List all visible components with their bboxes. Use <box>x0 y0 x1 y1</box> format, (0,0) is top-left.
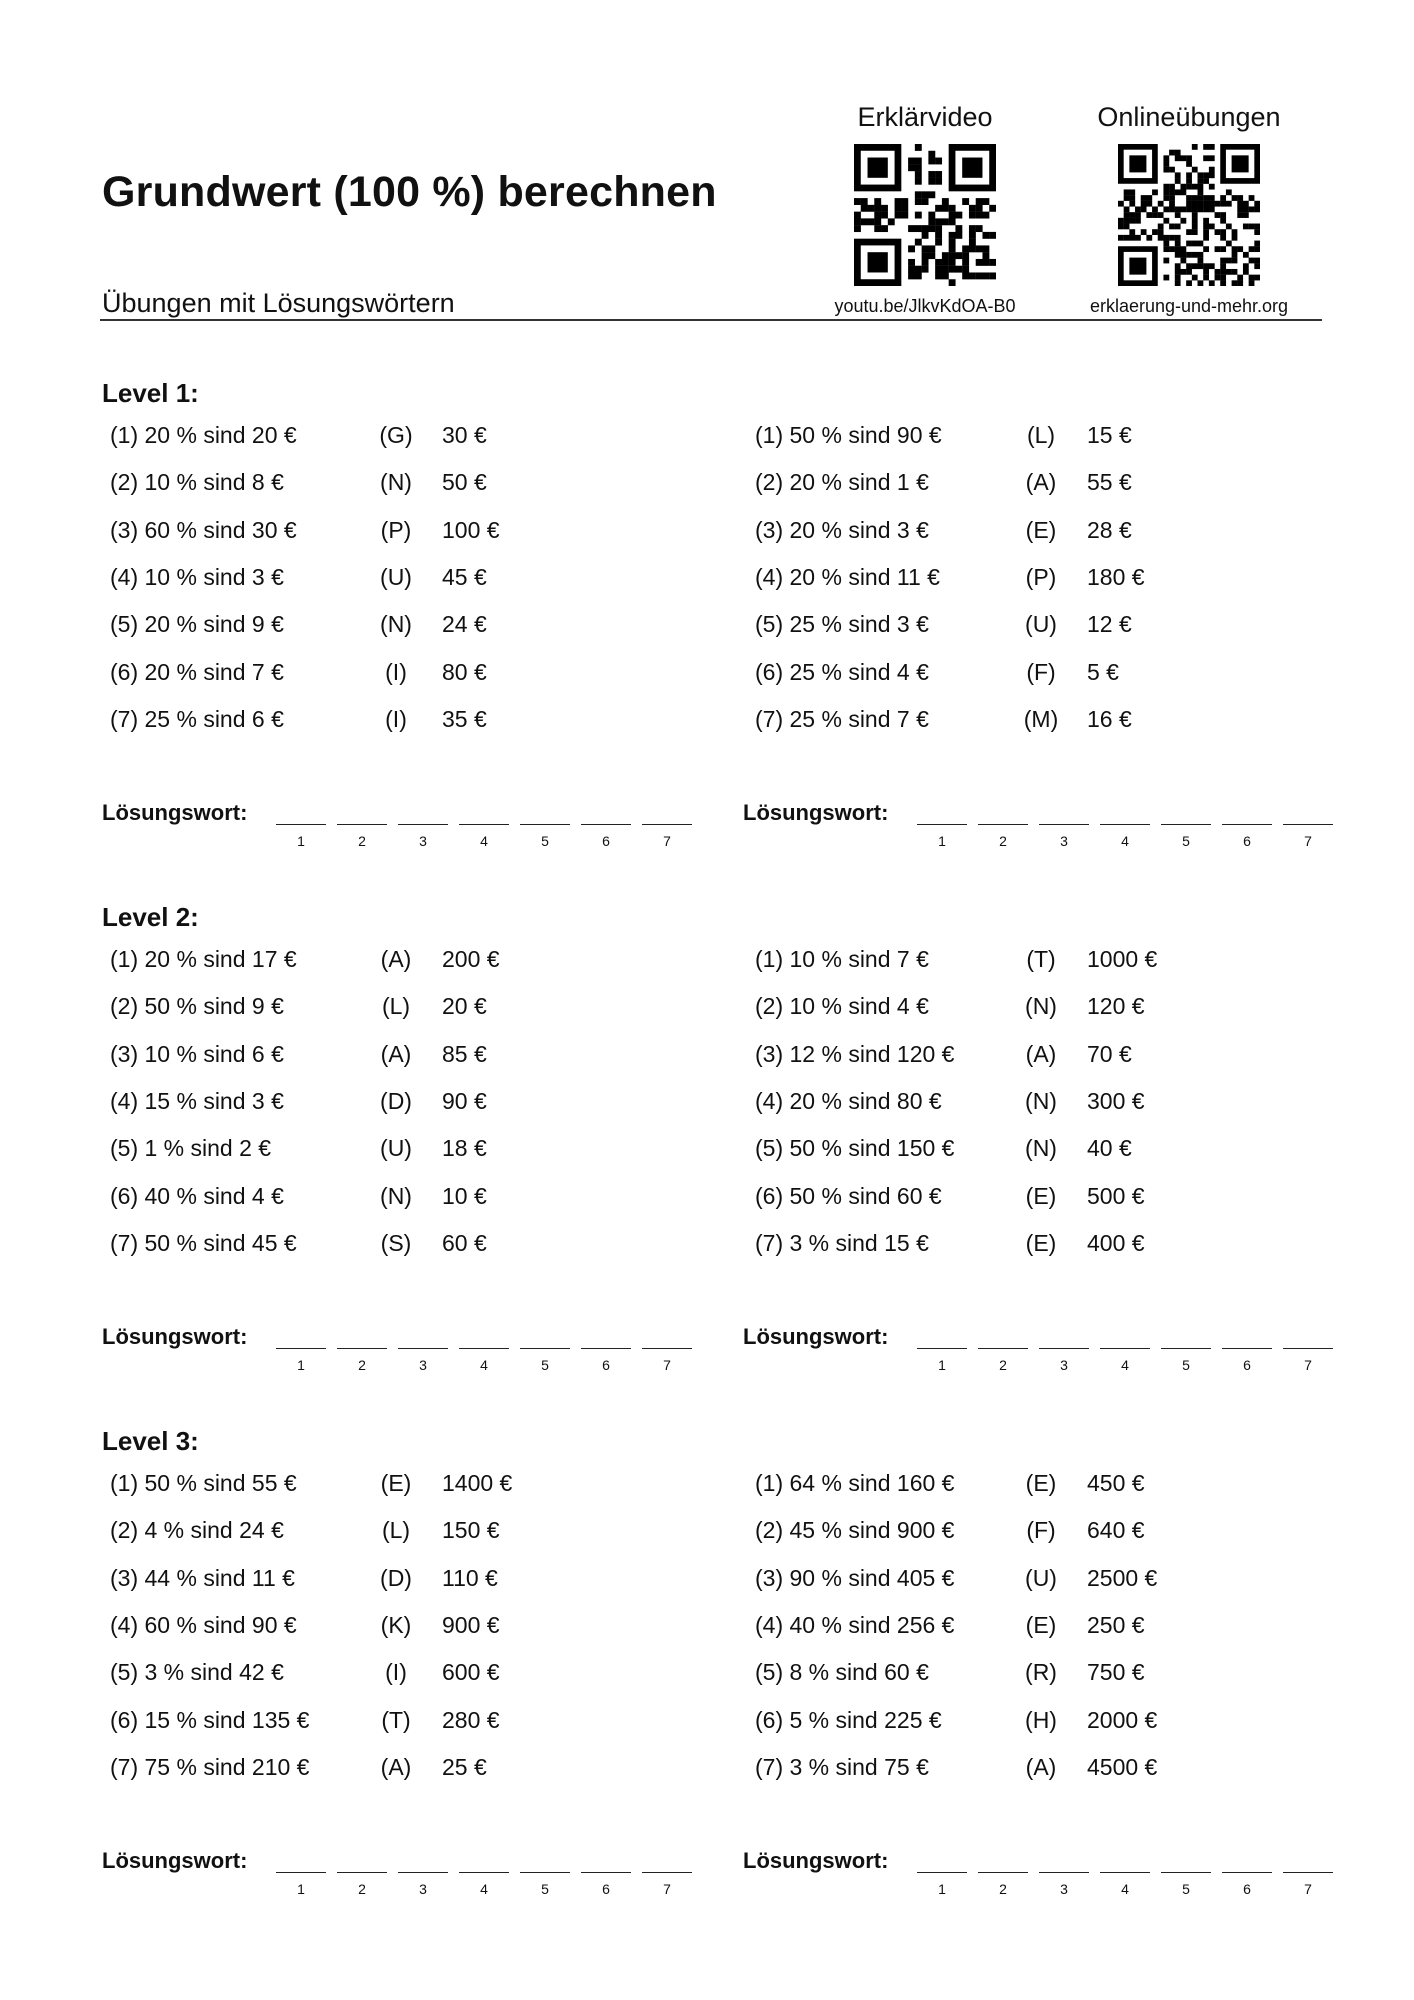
answer-value: 300 € <box>1087 1087 1145 1114</box>
solution-blank-number: 5 <box>541 833 549 849</box>
task-text: (1) 20 % sind 17 € <box>110 946 297 972</box>
answer-value: 35 € <box>442 705 487 732</box>
solution-blank-number: 3 <box>419 833 427 849</box>
answer-value: 120 € <box>1087 993 1145 1020</box>
solution-blank-number: 1 <box>938 1881 946 1897</box>
solution-word-label: Lösungswort: <box>102 800 248 825</box>
exercise-row <box>110 1088 710 1118</box>
exercise-row <box>110 1517 710 1547</box>
answer-value: 28 € <box>1087 516 1132 543</box>
solution-blank-number: 7 <box>663 1357 671 1373</box>
exercise-row <box>110 993 710 1023</box>
exercise-row <box>755 1230 1355 1260</box>
solution-blank-number: 1 <box>938 833 946 849</box>
task-text: (5) 25 % sind 3 € <box>755 611 929 638</box>
answer-value: 900 € <box>442 1611 500 1638</box>
exercise-row <box>755 611 1355 641</box>
task-text: (3) 20 % sind 3 € <box>755 516 929 543</box>
solution-blank[interactable] <box>520 824 570 825</box>
exercise-row <box>755 1183 1355 1213</box>
solution-word-label: Lösungswort: <box>743 1324 889 1349</box>
page-title: Grundwert (100 %) berechnen <box>102 168 717 216</box>
answer-value: 60 € <box>442 1229 487 1256</box>
solution-blank[interactable] <box>1100 1872 1150 1873</box>
answer-letter: (R) <box>1025 1659 1057 1686</box>
video-qr-block <box>800 102 1050 317</box>
header-divider <box>100 319 1322 321</box>
answer-value: 110 € <box>442 1564 498 1591</box>
answer-value: 30 € <box>442 422 487 448</box>
answer-letter: (H) <box>1025 1706 1057 1733</box>
exercise-row <box>755 422 1355 452</box>
solution-blank-number: 1 <box>297 833 305 849</box>
task-text: (2) 10 % sind 4 € <box>755 993 929 1020</box>
online-label: Onlineübungen <box>1097 102 1281 132</box>
solution-word-label: Lösungswort: <box>743 800 889 825</box>
solution-blank[interactable] <box>917 1348 967 1349</box>
solution-blank[interactable] <box>1039 1348 1089 1349</box>
answer-value: 85 € <box>442 1040 487 1067</box>
exercise-row <box>110 1754 710 1784</box>
exercise-row <box>755 1470 1355 1500</box>
answer-value: 18 € <box>442 1135 487 1162</box>
answer-letter: (I) <box>385 658 407 685</box>
answer-value: 45 € <box>442 563 487 590</box>
solution-blank-number: 6 <box>1243 1357 1251 1373</box>
answer-letter: (A) <box>1025 1753 1057 1780</box>
answer-letter: (L) <box>381 1517 411 1544</box>
answer-value: 40 € <box>1087 1135 1132 1162</box>
answer-value: 25 € <box>442 1753 487 1780</box>
solution-word-row <box>743 1324 1363 1374</box>
answer-value: 5 € <box>1087 658 1119 685</box>
page-subtitle: Übungen mit Lösungswörtern <box>102 288 455 318</box>
solution-blank-number: 4 <box>480 1357 488 1373</box>
solution-blank[interactable] <box>1283 824 1333 825</box>
solution-blank-number: 2 <box>358 1357 366 1373</box>
answer-letter: (G) <box>379 422 413 448</box>
solution-blank[interactable] <box>1100 1348 1150 1349</box>
solution-blank-number: 6 <box>602 1881 610 1897</box>
solution-blank-number: 7 <box>663 1881 671 1897</box>
exercise-row <box>755 1565 1355 1595</box>
task-text: (3) 10 % sind 6 € <box>110 1040 284 1067</box>
answer-value: 750 € <box>1087 1659 1145 1686</box>
solution-blank-number: 4 <box>1121 833 1129 849</box>
exercise-row <box>110 1230 710 1260</box>
video-url: youtu.be/JlkvKdOA-B0 <box>834 296 1016 316</box>
task-text: (4) 10 % sind 3 € <box>110 563 284 590</box>
level-title: Level 2: <box>102 902 199 932</box>
task-text: (2) 10 % sind 8 € <box>110 469 284 496</box>
task-text: (6) 20 % sind 7 € <box>110 658 284 685</box>
task-text: (7) 3 % sind 75 € <box>755 1753 929 1780</box>
solution-blank-number: 7 <box>1304 1881 1312 1897</box>
solution-blank[interactable] <box>459 1348 509 1349</box>
answer-value: 2000 € <box>1087 1706 1158 1733</box>
exercise-row <box>755 659 1355 689</box>
solution-blank[interactable] <box>642 1348 692 1349</box>
solution-blank[interactable] <box>276 824 326 825</box>
answer-value: 15 € <box>1087 422 1132 448</box>
answer-value: 80 € <box>442 658 487 685</box>
solution-blank[interactable] <box>642 1872 692 1873</box>
answer-letter: (P) <box>380 516 412 543</box>
qr-code-online-icon <box>1118 144 1260 286</box>
exercise-row <box>755 1612 1355 1642</box>
answer-value: 200 € <box>442 946 500 972</box>
task-text: (5) 3 % sind 42 € <box>110 1659 284 1686</box>
task-text: (4) 20 % sind 11 € <box>755 563 940 590</box>
answer-letter: (S) <box>380 1229 412 1256</box>
answer-letter: (E) <box>1025 1182 1057 1209</box>
answer-letter: (E) <box>1025 1611 1057 1638</box>
answer-value: 2500 € <box>1087 1564 1158 1591</box>
task-text: (3) 90 % sind 405 € <box>755 1564 955 1591</box>
answer-letter: (U) <box>1025 1564 1057 1591</box>
solution-blank-number: 2 <box>999 1357 1007 1373</box>
solution-blank[interactable] <box>1161 824 1211 825</box>
task-text: (7) 25 % sind 6 € <box>110 705 284 732</box>
answer-letter: (A) <box>1025 1040 1057 1067</box>
answer-letter: (N) <box>380 611 412 638</box>
solution-blank[interactable] <box>459 1872 509 1873</box>
solution-blank-number: 1 <box>938 1357 946 1373</box>
solution-blank[interactable] <box>581 1872 631 1873</box>
task-text: (1) 20 % sind 20 € <box>110 422 297 448</box>
answer-letter: (N) <box>1025 1087 1057 1114</box>
answer-letter: (E) <box>380 1470 412 1496</box>
solution-blank[interactable] <box>1039 1872 1089 1873</box>
exercise-row <box>110 422 710 452</box>
exercise-row <box>110 564 710 594</box>
answer-letter: (L) <box>381 993 411 1020</box>
solution-blank[interactable] <box>1039 824 1089 825</box>
answer-letter: (N) <box>380 1182 412 1209</box>
answer-letter: (D) <box>380 1564 412 1591</box>
answer-value: 10 € <box>442 1182 487 1209</box>
answer-value: 4500 € <box>1087 1753 1158 1780</box>
answer-letter: (E) <box>1025 1470 1057 1496</box>
solution-blank[interactable] <box>398 1348 448 1349</box>
solution-blank-number: 2 <box>358 833 366 849</box>
solution-blank[interactable] <box>978 1348 1028 1349</box>
task-text: (5) 20 % sind 9 € <box>110 611 284 638</box>
solution-blank[interactable] <box>276 1872 326 1873</box>
level-title: Level 3: <box>102 1426 199 1456</box>
answer-letter: (I) <box>385 705 407 732</box>
solution-word-row <box>743 800 1363 850</box>
task-text: (1) 50 % sind 55 € <box>110 1470 297 1496</box>
task-text: (6) 25 % sind 4 € <box>755 658 929 685</box>
exercise-row <box>110 1183 710 1213</box>
solution-blank-number: 5 <box>1182 1881 1190 1897</box>
solution-word-row <box>102 1848 722 1898</box>
solution-blank-number: 7 <box>663 833 671 849</box>
answer-letter: (U) <box>380 563 412 590</box>
solution-blank[interactable] <box>917 824 967 825</box>
solution-blank[interactable] <box>520 1348 570 1349</box>
solution-blank-number: 6 <box>602 833 610 849</box>
solution-blank[interactable] <box>398 824 448 825</box>
task-text: (4) 20 % sind 80 € <box>755 1087 942 1114</box>
task-text: (2) 45 % sind 900 € <box>755 1517 955 1544</box>
solution-blank-number: 6 <box>1243 833 1251 849</box>
answer-letter: (A) <box>380 1040 412 1067</box>
solution-blank-number: 3 <box>419 1357 427 1373</box>
exercise-row <box>110 1659 710 1689</box>
task-text: (1) 50 % sind 90 € <box>755 422 942 448</box>
solution-blank-number: 5 <box>1182 833 1190 849</box>
exercise-row <box>110 1612 710 1642</box>
solution-blank-number: 1 <box>297 1357 305 1373</box>
task-text: (4) 60 % sind 90 € <box>110 1611 297 1638</box>
answer-value: 50 € <box>442 469 487 496</box>
solution-blank[interactable] <box>337 1348 387 1349</box>
solution-blank-number: 7 <box>1304 833 1312 849</box>
solution-blank-number: 3 <box>1060 1881 1068 1897</box>
solution-blank[interactable] <box>581 1348 631 1349</box>
solution-blank-number: 2 <box>999 833 1007 849</box>
exercise-row <box>110 517 710 547</box>
answer-letter: (K) <box>380 1611 412 1638</box>
task-text: (7) 25 % sind 7 € <box>755 705 929 732</box>
answer-value: 55 € <box>1087 469 1132 496</box>
answer-value: 450 € <box>1087 1470 1145 1496</box>
task-text: (6) 15 % sind 135 € <box>110 1706 310 1733</box>
online-qr-block <box>1064 102 1314 317</box>
exercise-row <box>110 1707 710 1737</box>
answer-letter: (A) <box>1025 469 1057 496</box>
level-title: Level 1: <box>102 378 199 408</box>
answer-value: 12 € <box>1087 611 1132 638</box>
solution-blank-number: 4 <box>480 833 488 849</box>
answer-value: 640 € <box>1087 1517 1145 1544</box>
exercise-row <box>110 706 710 736</box>
online-url: erklaerung-und-mehr.org <box>1089 296 1289 316</box>
solution-blank-number: 3 <box>419 1881 427 1897</box>
answer-value: 70 € <box>1087 1040 1132 1067</box>
answer-value: 100 € <box>442 516 500 543</box>
exercise-row <box>110 1470 710 1500</box>
task-text: (2) 4 % sind 24 € <box>110 1517 284 1544</box>
answer-value: 150 € <box>442 1517 500 1544</box>
task-text: (6) 40 % sind 4 € <box>110 1182 284 1209</box>
solution-blank-number: 6 <box>1243 1881 1251 1897</box>
solution-blank-number: 4 <box>1121 1881 1129 1897</box>
exercise-row <box>755 1041 1355 1071</box>
video-label: Erklärvideo <box>857 102 993 132</box>
answer-value: 90 € <box>442 1087 487 1114</box>
task-text: (2) 50 % sind 9 € <box>110 993 284 1020</box>
exercise-row <box>110 659 710 689</box>
exercise-row <box>755 564 1355 594</box>
task-text: (7) 3 % sind 15 € <box>755 1229 929 1256</box>
solution-word-row <box>102 800 722 850</box>
answer-letter: (U) <box>1025 611 1057 638</box>
answer-letter: (I) <box>385 1659 407 1686</box>
answer-letter: (L) <box>1026 422 1056 448</box>
solution-blank[interactable] <box>398 1872 448 1873</box>
task-text: (2) 20 % sind 1 € <box>755 469 929 496</box>
answer-value: 600 € <box>442 1659 500 1686</box>
answer-letter: (U) <box>380 1135 412 1162</box>
answer-letter: (D) <box>380 1087 412 1114</box>
answer-letter: (E) <box>1025 1229 1057 1256</box>
exercise-row <box>755 469 1355 499</box>
solution-blank-number: 6 <box>602 1357 610 1373</box>
task-text: (6) 50 % sind 60 € <box>755 1182 942 1209</box>
solution-blank-number: 5 <box>1182 1357 1190 1373</box>
task-text: (4) 15 % sind 3 € <box>110 1087 284 1114</box>
exercise-row <box>755 1754 1355 1784</box>
answer-letter: (N) <box>1025 993 1057 1020</box>
exercise-row <box>755 1135 1355 1165</box>
answer-value: 1000 € <box>1087 946 1158 972</box>
answer-value: 24 € <box>442 611 487 638</box>
answer-letter: (A) <box>380 1753 412 1780</box>
answer-letter: (E) <box>1025 516 1057 543</box>
solution-blank[interactable] <box>1100 824 1150 825</box>
answer-value: 1400 € <box>442 1470 513 1496</box>
exercise-row <box>755 517 1355 547</box>
solution-blank[interactable] <box>1283 1348 1333 1349</box>
answer-letter: (N) <box>380 469 412 496</box>
solution-blank[interactable] <box>917 1872 967 1873</box>
solution-word-row <box>102 1324 722 1374</box>
solution-blank-number: 1 <box>297 1881 305 1897</box>
answer-value: 500 € <box>1087 1182 1145 1209</box>
solution-word-label: Lösungswort: <box>102 1848 248 1873</box>
solution-blank[interactable] <box>459 824 509 825</box>
answer-letter: (F) <box>1026 1517 1056 1544</box>
solution-blank[interactable] <box>337 1872 387 1873</box>
exercise-row <box>755 946 1355 976</box>
answer-letter: (T) <box>381 1706 411 1733</box>
solution-blank-number: 3 <box>1060 1357 1068 1373</box>
task-text: (5) 50 % sind 150 € <box>755 1135 955 1162</box>
exercise-row <box>110 1041 710 1071</box>
exercise-row <box>755 1517 1355 1547</box>
solution-blank[interactable] <box>1222 824 1272 825</box>
solution-blank[interactable] <box>1283 1872 1333 1873</box>
answer-letter: (T) <box>1026 946 1056 972</box>
task-text: (4) 40 % sind 256 € <box>755 1611 955 1638</box>
solution-blank-number: 5 <box>541 1357 549 1373</box>
task-text: (3) 12 % sind 120 € <box>755 1040 955 1067</box>
exercise-row <box>755 1088 1355 1118</box>
solution-blank-number: 4 <box>1121 1357 1129 1373</box>
qr-code-video-icon <box>854 144 996 286</box>
answer-value: 280 € <box>442 1706 500 1733</box>
exercise-row <box>110 611 710 641</box>
solution-blank[interactable] <box>978 1872 1028 1873</box>
solution-word-label: Lösungswort: <box>743 1848 889 1873</box>
solution-blank[interactable] <box>1161 1348 1211 1349</box>
solution-blank-number: 3 <box>1060 833 1068 849</box>
exercise-row <box>110 946 710 976</box>
solution-blank[interactable] <box>520 1872 570 1873</box>
solution-blank[interactable] <box>978 824 1028 825</box>
solution-blank[interactable] <box>581 824 631 825</box>
solution-word-label: Lösungswort: <box>102 1324 248 1349</box>
exercise-row <box>755 1659 1355 1689</box>
answer-letter: (F) <box>1026 658 1056 685</box>
solution-word-row <box>743 1848 1363 1898</box>
task-text: (5) 8 % sind 60 € <box>755 1659 929 1686</box>
solution-blank[interactable] <box>337 824 387 825</box>
exercise-row <box>110 1135 710 1165</box>
answer-value: 400 € <box>1087 1229 1145 1256</box>
task-text: (3) 44 % sind 11 € <box>110 1564 295 1591</box>
answer-value: 250 € <box>1087 1611 1145 1638</box>
solution-blank-number: 4 <box>480 1881 488 1897</box>
exercise-row <box>755 1707 1355 1737</box>
task-text: (7) 50 % sind 45 € <box>110 1229 297 1256</box>
exercise-row <box>755 993 1355 1023</box>
exercise-row <box>110 469 710 499</box>
solution-blank-number: 2 <box>358 1881 366 1897</box>
answer-value: 20 € <box>442 993 487 1020</box>
task-text: (6) 5 % sind 225 € <box>755 1706 942 1733</box>
answer-value: 180 € <box>1087 563 1145 590</box>
solution-blank[interactable] <box>276 1348 326 1349</box>
solution-blank-number: 7 <box>1304 1357 1312 1373</box>
solution-blank-number: 5 <box>541 1881 549 1897</box>
solution-blank[interactable] <box>1161 1872 1211 1873</box>
solution-blank[interactable] <box>1222 1348 1272 1349</box>
exercise-row <box>110 1565 710 1595</box>
answer-letter: (N) <box>1025 1135 1057 1162</box>
task-text: (5) 1 % sind 2 € <box>110 1135 272 1162</box>
answer-letter: (P) <box>1025 563 1057 590</box>
exercise-row <box>755 706 1355 736</box>
task-text: (3) 60 % sind 30 € <box>110 516 297 543</box>
solution-blank[interactable] <box>1222 1872 1272 1873</box>
answer-letter: (M) <box>1023 705 1059 732</box>
solution-blank-number: 2 <box>999 1881 1007 1897</box>
task-text: (1) 64 % sind 160 € <box>755 1470 955 1496</box>
answer-letter: (A) <box>380 946 412 972</box>
solution-blank[interactable] <box>642 824 692 825</box>
task-text: (1) 10 % sind 7 € <box>755 946 929 972</box>
answer-value: 16 € <box>1087 705 1132 732</box>
task-text: (7) 75 % sind 210 € <box>110 1753 310 1780</box>
